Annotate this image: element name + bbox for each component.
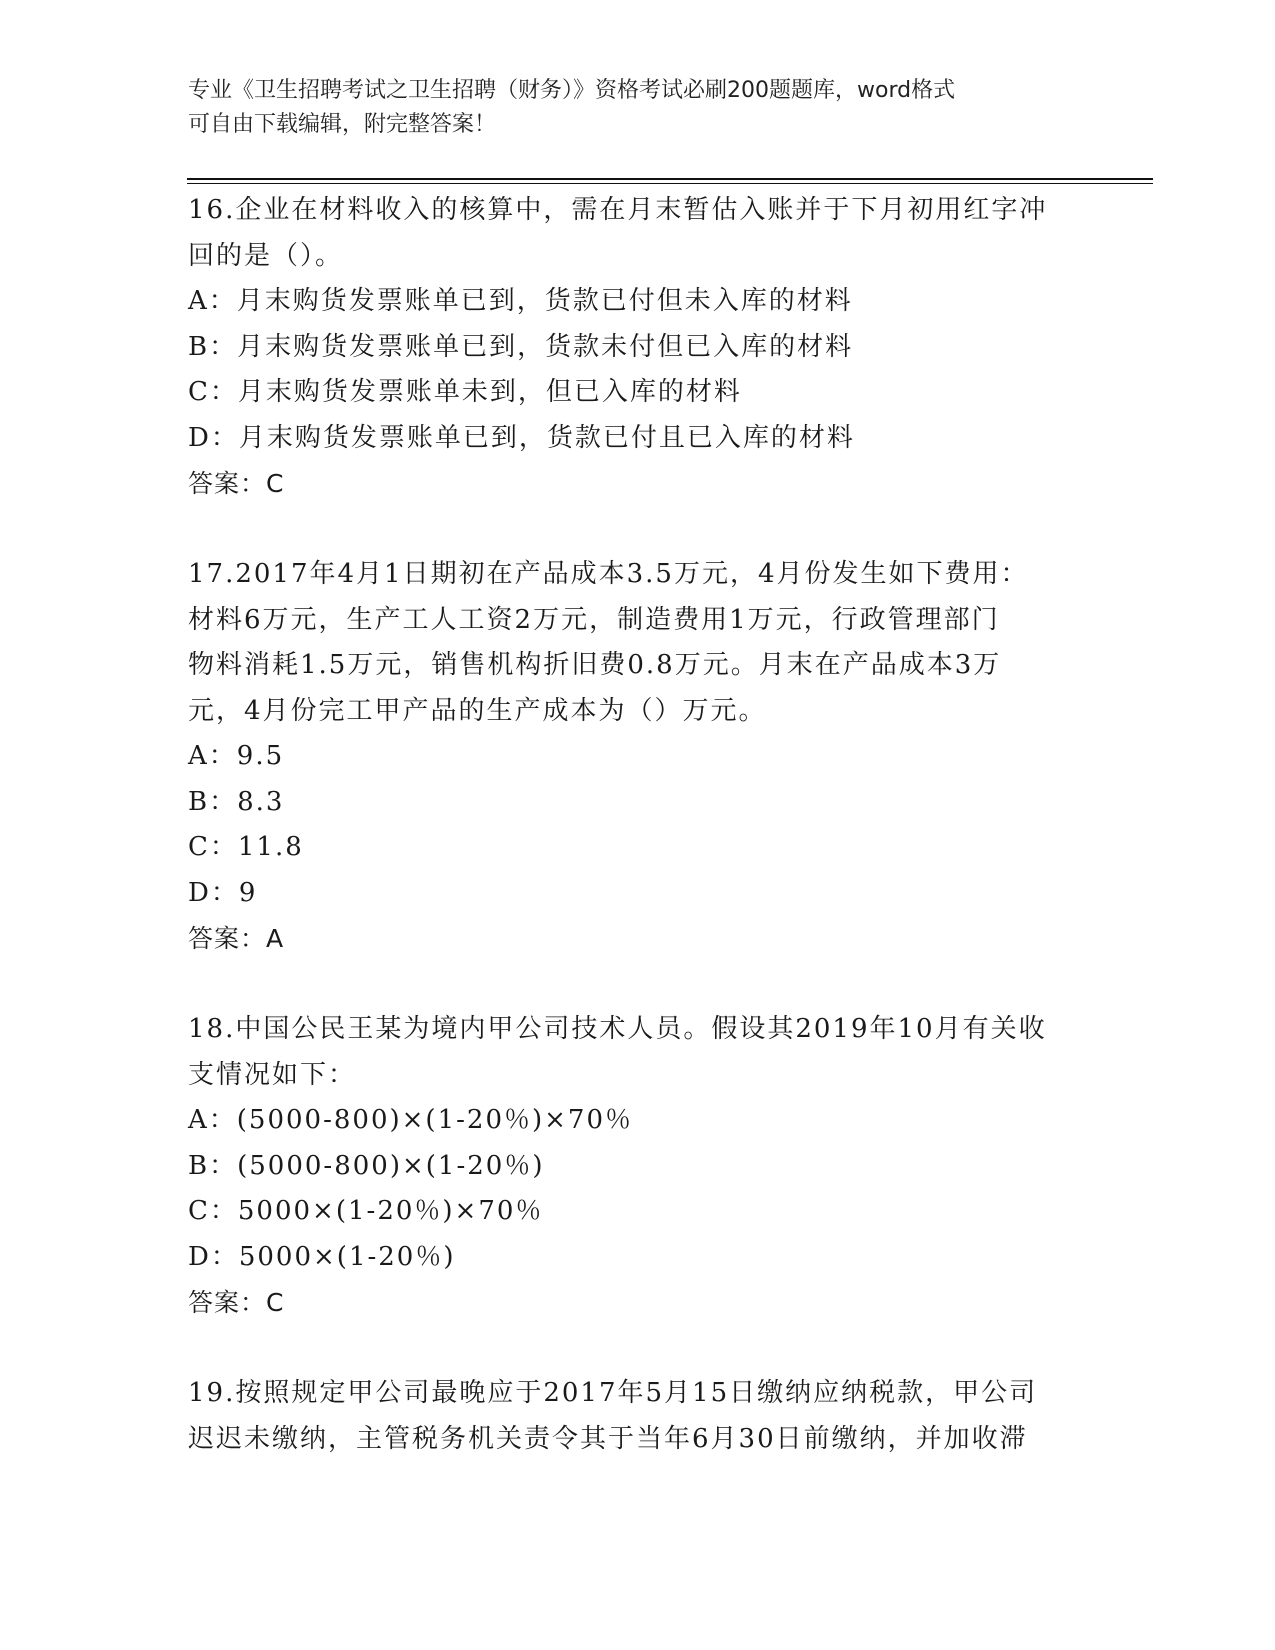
- option-d: D：月末购货发票账单已到，货款已付且已入库的材料: [188, 422, 855, 453]
- option-a: A：月末购货发票账单已到，货款已付但未入库的材料: [188, 286, 853, 316]
- option-c: C：11.8: [188, 832, 304, 862]
- option-c: C：月末购货发票账单未到，但已入库的材料: [188, 377, 742, 407]
- question-spacer: [188, 1326, 1088, 1372]
- answer-line: 答案：A: [188, 924, 285, 953]
- option-c: C：5000×(1-20％)×70％: [188, 1196, 544, 1226]
- header-line-1: 专业《卫生招聘考试之卫生招聘（财务）》资格考试必刷200题题库，word格式: [188, 78, 956, 103]
- option-d: D：5000×(1-20％): [188, 1241, 456, 1272]
- question-16: [188, 188, 1088, 507]
- question-stem-line: 19.按照规定甲公司最晚应于2017年5月15日缴纳应纳税款，甲公司: [188, 1378, 1038, 1408]
- question-spacer: [188, 507, 1088, 553]
- option-a: A：(5000-800)×(1-20％)×70％: [188, 1105, 633, 1135]
- question-list: [188, 188, 1088, 1462]
- question-stem-line: 17.2017年4月1日期初在产品成本3.5万元，4月份发生如下费用：: [188, 559, 1029, 589]
- question-stem-line: 物料消耗1.5万元，销售机构折旧费0.8万元。月末在产品成本3万: [188, 650, 1002, 680]
- header-line-2: 可自由下载编辑，附完整答案！: [188, 112, 497, 137]
- question-17: [188, 552, 1088, 962]
- question-stem-line: 材料6万元，生产工人工资2万元，制造费用1万元，行政管理部门: [188, 604, 1000, 635]
- option-b: B：月末购货发票账单已到，货款未付但已入库的材料: [188, 331, 854, 362]
- option-d: D：9: [188, 877, 258, 908]
- question-19: [188, 1371, 1088, 1462]
- question-spacer: [188, 962, 1088, 1008]
- question-stem-line: 迟迟未缴纳，主管税务机关责令其于当年6月30日前缴纳，并加收滞: [188, 1423, 1028, 1454]
- option-b: B：8.3: [188, 786, 285, 817]
- answer-line: 答案：C: [188, 469, 285, 498]
- question-stem-line: 支情况如下：: [188, 1059, 357, 1090]
- question-stem-line: 18.中国公民王某为境内甲公司技术人员。假设其2019年10月有关收: [188, 1014, 1047, 1044]
- question-stem-line: 元，4月份完工甲产品的生产成本为（）万元。: [188, 695, 767, 726]
- question-18: [188, 1007, 1088, 1326]
- option-a: A：9.5: [188, 741, 285, 771]
- question-stem-line: 16.企业在材料收入的核算中，需在月末暂估入账并于下月初用红字冲: [188, 195, 1048, 225]
- header-divider-thick: [187, 178, 1153, 180]
- header-divider-thin: [187, 183, 1153, 184]
- document-header: [188, 74, 1068, 142]
- option-b: B：(5000-800)×(1-20％): [188, 1150, 545, 1181]
- question-stem-line: 回的是（）。: [188, 240, 344, 271]
- answer-line: 答案：C: [188, 1288, 285, 1317]
